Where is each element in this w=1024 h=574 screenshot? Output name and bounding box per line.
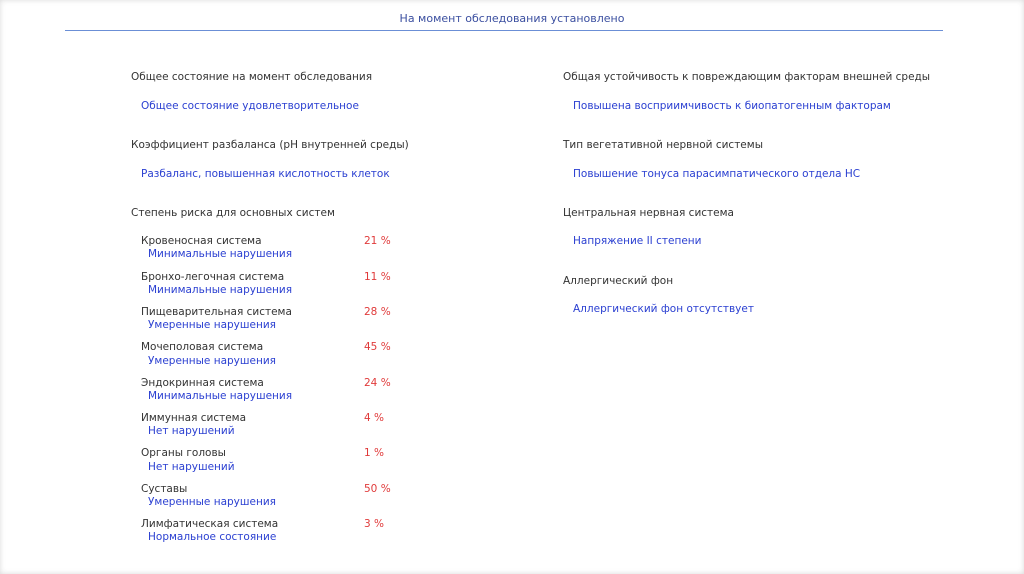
risk-status: Минимальные нарушения xyxy=(148,390,293,402)
risk-status: Нет нарушений xyxy=(148,461,235,473)
general-state-value: Общее состояние удовлетворительное xyxy=(141,100,359,112)
risk-percent: 50 % xyxy=(364,483,391,495)
cns-label: Центральная нервная система xyxy=(563,207,734,219)
risk-section-label: Степень риска для основных систем xyxy=(131,207,335,219)
risk-system-name: Кровеносная система xyxy=(141,235,262,247)
risk-percent: 4 % xyxy=(364,412,384,424)
risk-percent: 3 % xyxy=(364,518,384,530)
risk-percent: 24 % xyxy=(364,377,391,389)
vegetative-label: Тип вегетативной нервной системы xyxy=(563,139,763,151)
risk-status: Нормальное состояние xyxy=(148,531,277,543)
imbalance-value: Разбаланс, повышенная кислотность клеток xyxy=(141,168,390,180)
risk-system-name: Лимфатическая система xyxy=(141,518,279,530)
risk-system-name: Пищеварительная система xyxy=(141,306,292,318)
allergy-label: Аллергический фон xyxy=(563,275,674,287)
risk-percent: 45 % xyxy=(364,341,391,353)
allergy-value: Аллергический фон отсутствует xyxy=(573,303,754,315)
imbalance-label: Коэффициент разбаланса (pH внутренней среды) xyxy=(131,139,409,151)
risk-percent: 21 % xyxy=(364,235,391,247)
risk-status: Минимальные нарушения xyxy=(148,284,293,296)
vegetative-value: Повышение тонуса парасимпатического отдела НС xyxy=(573,168,861,180)
risk-status: Минимальные нарушения xyxy=(148,248,293,260)
risk-system-name: Мочеполовая система xyxy=(141,341,264,353)
risk-system-name: Органы головы xyxy=(141,447,226,459)
risk-system-name: Бронхо-легочная система xyxy=(141,271,285,283)
page-title: На момент обследования установлено xyxy=(399,12,625,25)
risk-system-name: Эндокринная система xyxy=(141,377,264,389)
resistance-label: Общая устойчивость к повреждающим факторам внешней среды xyxy=(563,71,931,83)
title-divider xyxy=(65,30,943,31)
general-state-label: Общее состояние на момент обследования xyxy=(131,71,373,83)
cns-value: Напряжение II степени xyxy=(573,235,702,247)
risk-system-name: Иммунная система xyxy=(141,412,247,424)
risk-status: Умеренные нарушения xyxy=(148,319,276,331)
risk-system-name: Суставы xyxy=(141,483,188,495)
resistance-value: Повышена восприимчивость к биопатогенным факторам xyxy=(573,100,891,112)
risk-status: Умеренные нарушения xyxy=(148,355,276,367)
risk-percent: 28 % xyxy=(364,306,391,318)
risk-status: Нет нарушений xyxy=(148,425,235,437)
risk-percent: 11 % xyxy=(364,271,391,283)
risk-status: Умеренные нарушения xyxy=(148,496,276,508)
risk-percent: 1 % xyxy=(364,447,384,459)
